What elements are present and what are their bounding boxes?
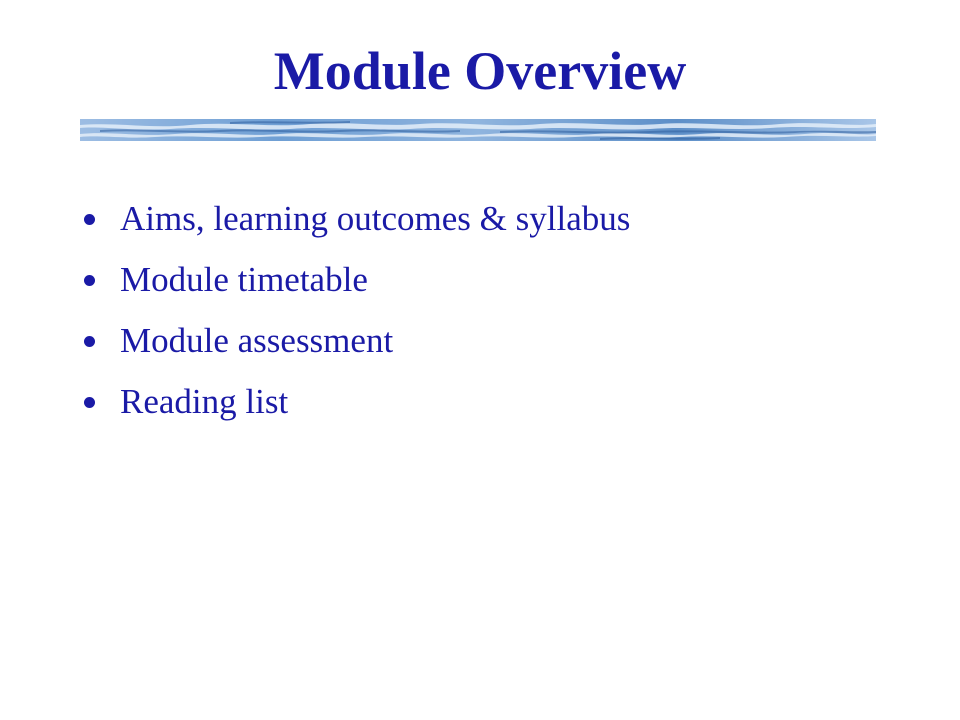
list-item — [80, 310, 880, 371]
bullet-text: Module timetable — [120, 259, 368, 299]
water-texture-graphic — [80, 119, 876, 141]
bullet-list — [80, 188, 880, 432]
bullet-dot-icon — [80, 379, 120, 425]
bullet-text: Module assessment — [120, 320, 394, 360]
slide-title: Module Overview — [273, 41, 687, 101]
bullet-dot-icon — [80, 318, 120, 364]
bullet-dot-icon — [80, 257, 120, 303]
water-texture-bar — [80, 119, 876, 141]
list-item — [80, 249, 880, 310]
bullet-text: Reading list — [120, 381, 289, 421]
list-item — [80, 371, 880, 432]
bullet-text: Aims, learning outcomes & syllabus — [120, 198, 631, 238]
list-item — [80, 188, 880, 249]
bullet-dot-icon — [80, 196, 120, 242]
